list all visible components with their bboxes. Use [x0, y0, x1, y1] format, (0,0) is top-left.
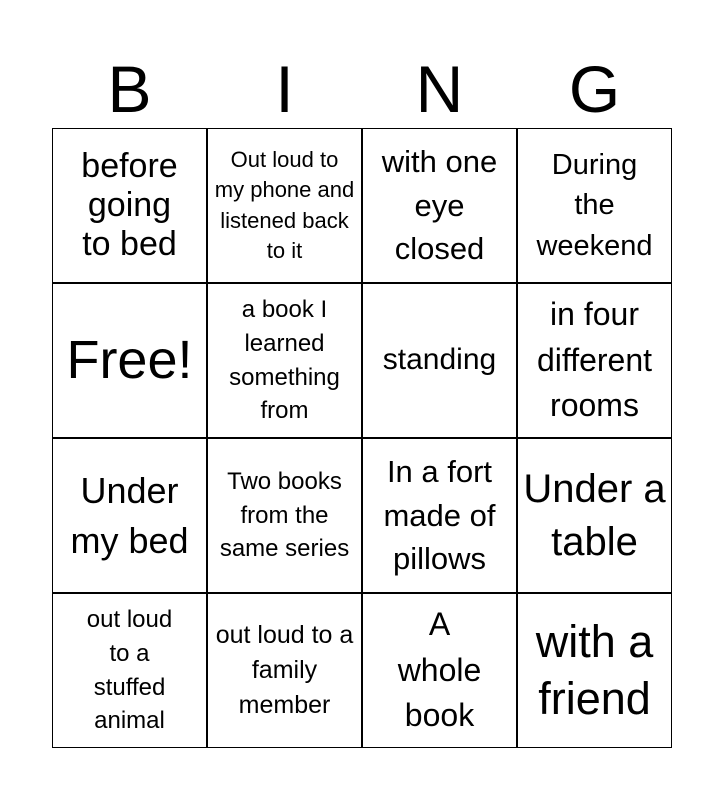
cell-text: Under my bed — [70, 469, 189, 561]
bingo-cell[interactable] — [52, 593, 207, 748]
bingo-cell[interactable] — [517, 128, 672, 283]
cell-text: with a friend — [535, 616, 654, 724]
bingo-cell[interactable] — [207, 593, 362, 748]
cell-text: During the weekend — [536, 149, 653, 262]
cell-text: out loud to a family member — [215, 621, 354, 719]
bingo-cell[interactable] — [52, 128, 207, 283]
bingo-cell[interactable] — [517, 593, 672, 748]
bingo-cell[interactable] — [517, 283, 672, 438]
cell-text: standing — [382, 343, 497, 377]
bingo-header — [52, 50, 672, 128]
bingo-cell free-space[interactable] — [52, 283, 207, 438]
bingo-board — [52, 128, 672, 748]
header-letter-i: I — [275, 52, 294, 126]
bingo-cell[interactable] — [362, 283, 517, 438]
bingo-cell[interactable] — [517, 438, 672, 593]
bingo-cell[interactable] — [362, 593, 517, 748]
header-letter-b: B — [107, 52, 152, 126]
cell-text: In a fort made of pillows — [383, 454, 496, 577]
header-letter-n: N — [415, 52, 464, 126]
bingo-cell[interactable] — [207, 283, 362, 438]
bingo-cell[interactable] — [52, 438, 207, 593]
cell-text: in four different rooms — [536, 295, 653, 424]
bingo-cell[interactable] — [207, 128, 362, 283]
bingo-cell[interactable] — [207, 438, 362, 593]
header-letter-g: G — [568, 52, 621, 126]
bingo-cell[interactable] — [362, 438, 517, 593]
cell-text: A whole book — [397, 605, 482, 734]
bingo-cell[interactable] — [362, 128, 517, 283]
cell-text: Free! — [66, 330, 193, 391]
cell-text: Out loud to my phone and listened back to it — [214, 146, 355, 263]
cell-text: Two books from the same series — [219, 468, 350, 563]
cell-text: out loud to a stuffed animal — [86, 606, 173, 735]
cell-text: Under a table — [523, 466, 666, 564]
cell-text: before going to bed — [81, 146, 178, 264]
cell-text: a book I learned something from — [229, 296, 340, 425]
cell-text: with one eye closed — [381, 144, 498, 267]
